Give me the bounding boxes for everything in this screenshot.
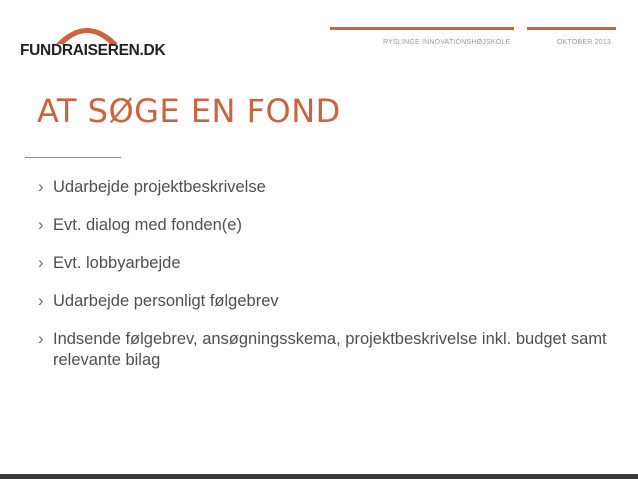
header-school-name: RYSLINGE INNOVATIONSHØJSKOLE xyxy=(383,39,511,46)
bullet-arrow-icon: › xyxy=(38,330,44,348)
bullet-item xyxy=(38,253,618,274)
bullet-item xyxy=(38,291,618,312)
bullet-item xyxy=(38,215,618,236)
bullet-text: Udarbejde projektbeskrivelse xyxy=(53,178,266,196)
bullet-text: Indsende følgebrev, ansøgningsskema, projektbeskrivelse inkl. budget samt relevante bilag xyxy=(53,330,607,369)
bullet-arrow-icon: › xyxy=(38,292,44,310)
bullet-list xyxy=(38,177,618,388)
footer-band xyxy=(0,474,638,479)
bullet-text: Evt. dialog med fonden(e) xyxy=(53,216,242,234)
bullet-arrow-icon: › xyxy=(38,254,44,272)
bullet-arrow-icon: › xyxy=(38,178,44,196)
fundraiseren-logo xyxy=(20,18,166,64)
title-divider xyxy=(25,157,121,158)
bullet-item xyxy=(38,177,618,198)
logo-text: FUNDRAISEREN.DK xyxy=(20,42,166,59)
bullet-text: Udarbejde personligt følgebrev xyxy=(53,292,279,310)
slide-title: AT SØGE EN FOND xyxy=(37,92,341,130)
bullet-item xyxy=(38,329,618,371)
header-bar-school xyxy=(330,27,514,30)
header-bar-date xyxy=(527,27,616,30)
bullet-arrow-icon: › xyxy=(38,216,44,234)
header-date: OKTOBER 2013 xyxy=(557,39,612,46)
bullet-text: Evt. lobbyarbejde xyxy=(53,254,181,272)
